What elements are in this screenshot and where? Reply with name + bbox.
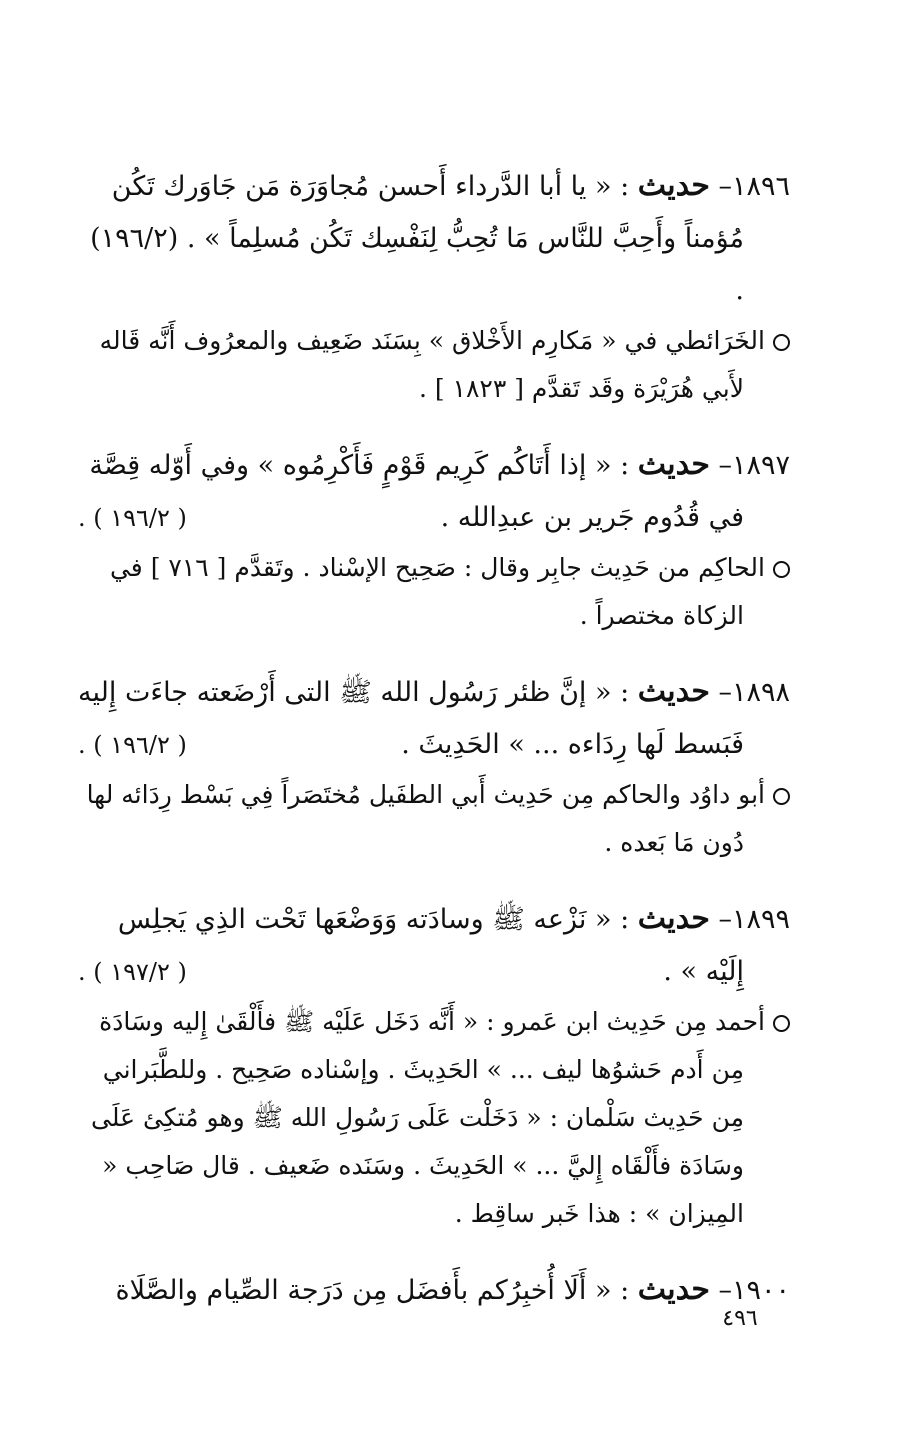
volume-page-reference: ( ١٩٦/٢ ) .	[78, 504, 187, 532]
hadith-text: : « إنَّ ظئر رَسُول الله ﷺ التى أَرْضَعته جاءَت إِليه	[78, 677, 638, 708]
hadith-text-line: ١٨٩٩– حديث : « نَزْعه ﷺ وسادَته وَوَضْعَها تَحْت الذِي يَجلِس	[117, 901, 790, 936]
hadith-text: : « أَلَا أُخبِرُكم بأَفضَل مِن دَرَجة الصِّيام والصَّلَاة	[115, 1275, 638, 1306]
hadith-continuation: إِلَيْه » .	[663, 956, 744, 987]
hadith-number: ١٨٩٩	[731, 904, 790, 935]
hadith-continuation: في قُدُوم جَرير بن عبدِالله .	[440, 502, 744, 533]
hadith-text: : « يا أبا الدَّرداء أَحسن مُجاوَرَة مَن جَاوَرك تَكُن	[111, 171, 638, 202]
page-body	[78, 160, 790, 1343]
hadith-keyword: حديث	[637, 1272, 710, 1307]
hadith-text: : « نَزْعه ﷺ وسادَته وَوَضْعَها تَحْت الذِي يَجلِس	[117, 904, 638, 935]
hadith-number: ١٨٩٧	[731, 450, 790, 481]
takhrij-continuation: مِن أَدم حَشوُها ليف ... » الحَدِيثَ . وإسْناده صَحِيح . وللطَّبَراني مِن حَدِيث سَلْمان : « دَخَلْت عَلَى رَسُولِ الله ﷺ وهو مُتكِئ عَلَى وسَادَة فأَلْقَاه إِليَّ ... » الحَدِيثَ . وسَنَده ضَعيف . قال صَاحِب « المِيزان » : هذا خَبر ساقِط .	[90, 1055, 744, 1228]
circle-bullet-icon	[773, 561, 790, 578]
hadith-keyword: حديث	[637, 447, 710, 482]
takhrij-continuation: الزكاة مختصراً .	[579, 601, 744, 630]
circle-bullet-icon	[773, 788, 790, 805]
takhrij-line: أبو داوُد والحاكم مِن حَدِيث أَبي الطفَيل مُختَصَراً فِي بَسْط رِدَائه لها	[86, 780, 765, 809]
hadith-entry-1900	[78, 1264, 790, 1317]
takhrij-text	[78, 544, 790, 592]
circle-bullet-icon	[773, 1015, 790, 1032]
hadith-continuation-row	[78, 946, 790, 998]
page-number: ٤٩٦	[722, 1306, 758, 1331]
hadith-keyword: حديث	[637, 674, 710, 709]
takhrij-continuation: دُون مَا بَعده .	[604, 828, 744, 857]
hadith-keyword: حديث	[637, 901, 710, 936]
hadith-text: : « إذا أَتَاكُم كَرِيم قَوْمٍ فَأَكْرِمُوه » وفي أَوّله قِصَّة	[89, 450, 638, 481]
hadith-entry-1896	[78, 160, 790, 413]
takhrij-line: الخَرَائطي في « مَكارِم الأَخْلاق » بِسَنَد ضَعِيف والمعرُوف أَنَّه قَاله	[99, 326, 765, 355]
takhrij-continuation: لأَبي هُرَيْرَة وقَد تَقدَّم [ ١٨٢٣ ] .	[418, 374, 744, 403]
hadith-text-line: ١٨٩٨– حديث : « إنَّ ظئر رَسُول الله ﷺ التى أَرْضَعته جاءَت إِليه	[78, 674, 790, 709]
hadith-entry-1898	[78, 666, 790, 867]
circle-bullet-icon	[773, 334, 790, 351]
hadith-text-line: ١٨٩٧– حديث : « إذا أَتَاكُم كَرِيم قَوْمٍ فَأَكْرِمُوه » وفي أَوّله قِصَّة	[89, 447, 790, 482]
hadith-entry-1899	[78, 893, 790, 1238]
hadith-number: ١٨٩٨	[731, 677, 790, 708]
hadith-number: ١٨٩٦	[731, 171, 790, 202]
hadith-entry-1897	[78, 439, 790, 640]
hadith-continuation-row	[78, 719, 790, 771]
hadith-text-line: ١٨٩٦– حديث : « يا أبا الدَّرداء أَحسن مُجاوَرَة مَن جَاوَرك تَكُن	[111, 168, 790, 203]
takhrij-line: الحاكِم من حَدِيث جابِر وقال : صَحِيح الإسْناد . وتَقدَّم [ ٧١٦ ] في	[109, 553, 765, 582]
takhrij-text	[78, 317, 790, 365]
takhrij-text	[78, 998, 790, 1046]
hadith-continuation: مُؤمناً وأَحِبَّ للنَّاس مَا تُحِبُّ لِنَفْسِك تَكُن مُسلِماً » . (١٩٦/٢) .	[90, 223, 744, 306]
volume-page-reference: ( ١٩٦/٢ ) .	[78, 731, 187, 759]
hadith-text-line: ١٩٠٠– حديث : « أَلَا أُخبِرُكم بأَفضَل مِن دَرَجة الصِّيام والصَّلَاة	[115, 1272, 790, 1307]
hadith-number: ١٩٠٠	[731, 1275, 790, 1306]
hadith-continuation-row	[78, 492, 790, 544]
hadith-continuation: فَبَسط لَها رِدَاءه ... » الحَدِيثَ .	[401, 729, 744, 760]
takhrij-text	[78, 771, 790, 819]
hadith-keyword: حديث	[637, 168, 710, 203]
takhrij-line: أحمد مِن حَدِيث ابن عَمرو : « أَنَّه دَخَل عَلَيْه ﷺ فأَلْقَىٰ إِليه وسَادَة	[99, 1007, 765, 1036]
volume-page-reference: ( ١٩٧/٢ ) .	[78, 958, 187, 986]
